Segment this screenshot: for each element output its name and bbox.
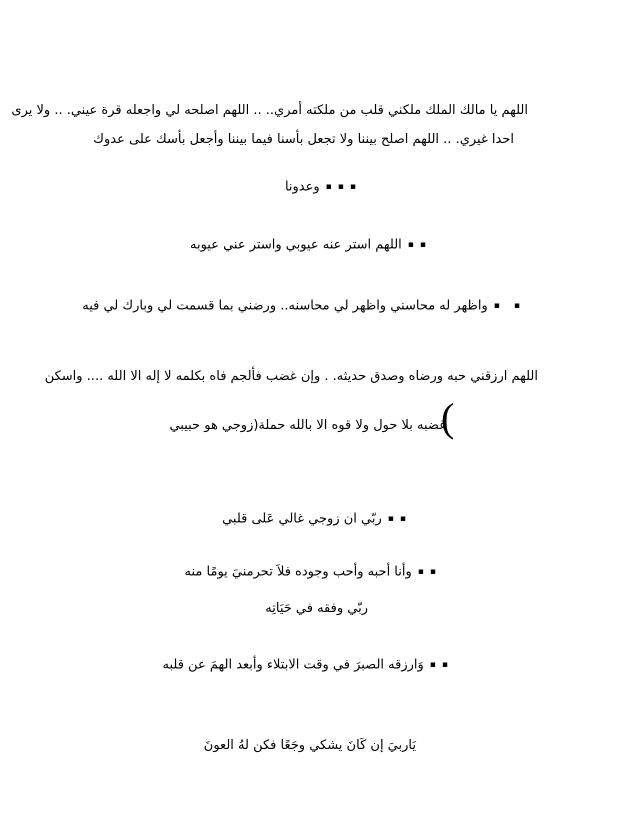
bullet-icon: ▪ xyxy=(387,514,394,524)
prayer-line-9 xyxy=(185,563,436,582)
bullet-icon: ▪ xyxy=(441,660,448,670)
bullet-icon: ▪ xyxy=(417,567,424,577)
open-paren-icon: ( xyxy=(441,395,455,440)
prayer-line-1: اللهم يا مالك الملك ملكني قلب من ملكته أمري.. .. اللهم اصلحه لي واجعله قرة عيني. .. ولا يرى xyxy=(11,103,528,118)
prayer-line-3 xyxy=(285,178,356,197)
prayer-line-6: اللهم ارزقني حبه ورضاه وصدق حديثه. . وإن غضب فألجم فاه بكلمه لا إله الا الله .... واسكن xyxy=(44,369,538,384)
bullet-icon: ▪ xyxy=(429,660,436,670)
prayer-line-8 xyxy=(222,510,406,529)
bullet-icon: ▪ xyxy=(325,182,332,192)
bullet-icon: ▪ xyxy=(493,301,500,311)
prayer-text: اللهم استر عنه عيوبي واستر عني عيوبه xyxy=(189,237,402,253)
bullet-icon: ▪ xyxy=(429,567,436,577)
bullet-icon: ▪ xyxy=(337,182,344,192)
bullet-icon: ▪ xyxy=(513,301,520,311)
prayer-line-4 xyxy=(190,236,426,255)
prayer-text: واظهر له محاسني واظهر لي محاسنه.. ورضني بما قسمت لي وبارك لي فيه xyxy=(82,298,488,314)
prayer-line-12: يَاربيَ إن كَانَ يشكي وجَعًا فكن لهُ العونَ xyxy=(203,738,416,753)
prayer-text: وعدونا xyxy=(284,179,320,195)
bullet-icon: ▪ xyxy=(349,182,356,192)
bullet-icon: ▪ xyxy=(419,240,426,250)
prayer-text: وأنا أحبه وأحب وجوده فلاَ تحرمنيَ يومًا منه xyxy=(184,564,412,580)
bullet-icon: ▪ xyxy=(407,240,414,250)
prayer-text: وَارزقه الصبرَ في وقت الابتلاء وأبعد الهمَ عن قلبه xyxy=(162,657,424,673)
prayer-line-7: غضبه بلا حول ولا قوه الا بالله حملة(زوجي هو حبيبي xyxy=(169,418,446,433)
prayer-line-10: ربّي وفقه في حَيَاتِه xyxy=(265,601,368,616)
bullet-icon: ▪ xyxy=(399,514,406,524)
prayer-line-11 xyxy=(163,656,448,675)
prayer-text: ربّي ان زوجي غالي عَلى قلبي xyxy=(222,511,382,527)
prayer-line-5 xyxy=(82,297,520,316)
prayer-line-2: احدا غيري. .. اللهم اصلح بيننا ولا تجعل بأسنا فيما بيننا وأجعل بأسك على عدوك xyxy=(93,132,514,147)
